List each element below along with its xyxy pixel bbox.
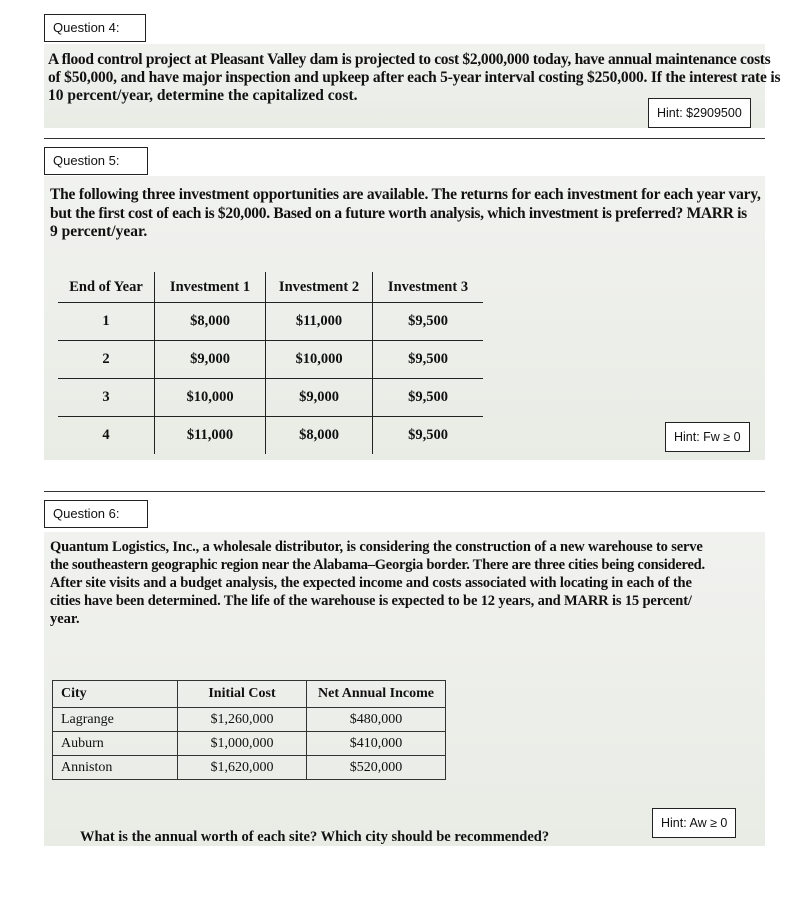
cell: $9,000	[266, 379, 373, 417]
cell: $9,500	[373, 341, 484, 379]
q6-question: What is the annual worth of each site? Which city should be recommended?	[80, 829, 550, 845]
cell: $10,000	[155, 379, 266, 417]
cell: Auburn	[53, 732, 178, 756]
col-header: Investment 3	[373, 272, 484, 303]
divider-1	[44, 138, 765, 139]
cell: $1,260,000	[178, 708, 307, 732]
q6-hint: Hint: Aw ≥ 0	[652, 808, 736, 838]
col-header: Initial Cost	[178, 681, 307, 708]
q6-line-2: the southeastern geographic region near the Alabama–Georgia border. There are three cities being considered.	[50, 557, 705, 573]
cell: $520,000	[307, 756, 446, 780]
table-row	[53, 708, 446, 732]
col-header: Investment 1	[155, 272, 266, 303]
q5-line-1: The following three investment opportunities are available. The returns for each investment for each year vary,	[50, 186, 761, 203]
table-header-row	[58, 272, 483, 303]
investment-table	[58, 272, 483, 454]
cell: 4	[58, 417, 155, 455]
q6-line-3: After site visits and a budget analysis, the expected income and costs associated with locating in each of the	[50, 575, 692, 591]
col-header: End of Year	[58, 272, 155, 303]
cell: $9,500	[408, 427, 448, 443]
q6-line-1: Quantum Logistics, Inc., a wholesale distributor, is considering the construction of a new warehouse to serve	[50, 539, 703, 555]
q4-hint: Hint: $2909500	[648, 98, 751, 128]
question-6-label: Question 6:	[44, 500, 148, 528]
cell: $9,500	[373, 303, 484, 341]
cell: $410,000	[307, 732, 446, 756]
cell: $1,620,000	[178, 756, 307, 780]
q5-hint: Hint: Fw ≥ 0	[665, 422, 750, 452]
q4-line-2: of $50,000, and have major inspection and upkeep after each 5-year interval costing $250,000. If the interest rate is	[48, 69, 781, 86]
table-row	[58, 341, 483, 379]
table-row	[53, 756, 446, 780]
q5-line-3: 9 percent/year.	[50, 223, 148, 240]
cell: 2	[58, 341, 155, 379]
q6-line-4: cities have been determined. The life of the warehouse is expected to be 12 years, and MARR is 15 percent/	[50, 593, 692, 609]
question-4-label: Question 4:	[44, 14, 146, 42]
q6-line-5: year.	[50, 611, 80, 627]
col-header: Investment 2	[266, 272, 373, 303]
col-header: City	[53, 681, 178, 708]
cell: Lagrange	[53, 708, 178, 732]
question-5-label: Question 5:	[44, 147, 148, 175]
q4-line-1: A flood control project at Pleasant Valley dam is projected to cost $2,000,000 today, have annual maintenance costs	[48, 51, 771, 68]
city-table	[52, 680, 446, 780]
cell: $8,000	[155, 303, 266, 341]
cell: $9,000	[155, 341, 266, 379]
cell: $8,000	[266, 417, 373, 455]
cell: Anniston	[53, 756, 178, 780]
cell: $1,000,000	[178, 732, 307, 756]
cell: $11,000	[155, 417, 266, 455]
cell: $9,500	[373, 379, 484, 417]
cell: $480,000	[307, 708, 446, 732]
table-header-row	[53, 681, 446, 708]
table-row	[58, 303, 483, 341]
q5-line-2: but the first cost of each is $20,000. Based on a future worth analysis, which investment is preferred? MARR is	[50, 205, 747, 222]
table-row	[58, 379, 483, 417]
q4-line-3: 10 percent/year, determine the capitalized cost.	[48, 87, 358, 104]
cell: $11,000	[266, 303, 373, 341]
table-row	[53, 732, 446, 756]
cell: $10,000	[266, 341, 373, 379]
col-header: Net Annual Income	[307, 681, 446, 708]
divider-2	[44, 491, 765, 492]
cell: 1	[58, 303, 155, 341]
cell: 3	[58, 379, 155, 417]
table-row	[58, 417, 483, 455]
